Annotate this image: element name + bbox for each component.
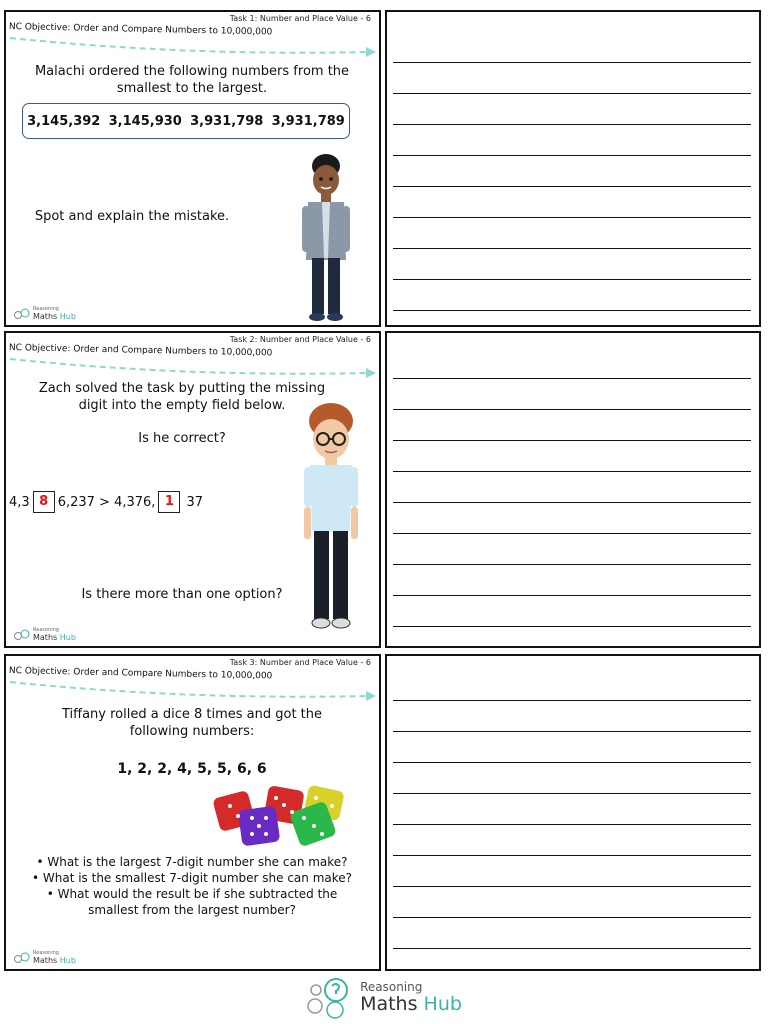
answer-line[interactable] bbox=[393, 917, 751, 918]
logo-icon bbox=[14, 952, 30, 964]
answer-line[interactable] bbox=[393, 279, 751, 280]
answer-line[interactable] bbox=[393, 700, 751, 701]
answer-line[interactable] bbox=[393, 855, 751, 856]
answer-line[interactable] bbox=[393, 595, 751, 596]
question-item: • What is the smallest 7-digit number she can make? bbox=[6, 870, 378, 886]
answer-panel-3 bbox=[385, 654, 761, 971]
answer-lines bbox=[393, 333, 751, 646]
number-item: 3,145,930 bbox=[108, 113, 182, 129]
task-3-panel bbox=[4, 654, 381, 971]
logo-reasoning-text: Reasoning bbox=[33, 306, 59, 312]
answer-line[interactable] bbox=[393, 440, 751, 441]
answer-line[interactable] bbox=[393, 186, 751, 187]
answer-lines bbox=[393, 656, 751, 969]
answer-line[interactable] bbox=[393, 471, 751, 472]
question-list bbox=[6, 854, 378, 918]
dice-image bbox=[210, 784, 356, 846]
logo-icon bbox=[14, 308, 30, 320]
task-intro bbox=[6, 63, 378, 97]
logo-reasoning-text: Reasoning bbox=[33, 627, 59, 633]
answer-line[interactable] bbox=[393, 762, 751, 763]
answer-line[interactable] bbox=[393, 564, 751, 565]
answer-line[interactable] bbox=[393, 731, 751, 732]
number-item: 3,145,392 bbox=[27, 113, 101, 129]
reasoning-maths-hub-logo bbox=[14, 306, 76, 321]
dashed-arrow-icon bbox=[6, 678, 378, 708]
logo-hub-text: Hub bbox=[423, 993, 462, 1015]
logo-reasoning-text: Reasoning bbox=[33, 950, 59, 956]
answer-line[interactable] bbox=[393, 124, 751, 125]
question-item-continued: smallest from the largest number? bbox=[88, 903, 296, 917]
question-item: • What is the largest 7-digit number she can make? bbox=[6, 854, 378, 870]
answer-line[interactable] bbox=[393, 93, 751, 94]
answer-line[interactable] bbox=[393, 248, 751, 249]
answer-panel-2 bbox=[385, 331, 761, 648]
logo-hub-text: Hub bbox=[59, 956, 76, 965]
logo-maths-text: Maths bbox=[33, 312, 58, 321]
missing-digit-box: 1 bbox=[158, 491, 180, 513]
numbers-box bbox=[22, 103, 350, 139]
task-intro bbox=[6, 706, 378, 740]
intro-line: smallest to the largest. bbox=[116, 81, 268, 96]
objective-title: NC Objective: Order and Compare Numbers to 10,000,000 bbox=[8, 666, 273, 682]
objective-title: NC Objective: Order and Compare Numbers to 10,000,000 bbox=[8, 22, 273, 38]
equation-part: 4,3 bbox=[9, 494, 30, 510]
footer-logo bbox=[0, 976, 768, 1020]
followup-question: Is there more than one option? bbox=[81, 587, 283, 602]
task-question: Is he correct? bbox=[138, 431, 226, 446]
logo-hub-text: Hub bbox=[59, 312, 76, 321]
boy-with-glasses-image bbox=[296, 399, 366, 635]
question-item: • What would the result be if she subtracted the bbox=[6, 886, 378, 902]
logo-maths-text: Maths bbox=[360, 993, 418, 1015]
logo-reasoning-text: Reasoning bbox=[360, 980, 423, 994]
answer-line[interactable] bbox=[393, 626, 751, 627]
missing-digit-box: 8 bbox=[33, 491, 55, 513]
logo-maths-text: Maths bbox=[33, 956, 58, 965]
task-label: Task 1: Number and Place Value - 6 bbox=[229, 14, 371, 23]
answer-line[interactable] bbox=[393, 793, 751, 794]
reasoning-maths-hub-logo bbox=[14, 627, 76, 642]
answer-panel-1 bbox=[385, 10, 761, 327]
intro-line: following numbers: bbox=[129, 724, 255, 739]
task-label: Task 3: Number and Place Value - 6 bbox=[229, 658, 371, 667]
number-item: 3,931,798 bbox=[190, 113, 264, 129]
answer-line[interactable] bbox=[393, 948, 751, 949]
answer-line[interactable] bbox=[393, 155, 751, 156]
number-item: 3,931,789 bbox=[271, 113, 345, 129]
logo-hub-text: Hub bbox=[59, 633, 76, 642]
logo-icon bbox=[306, 976, 354, 1020]
objective-title: NC Objective: Order and Compare Numbers to 10,000,000 bbox=[8, 343, 273, 359]
answer-line[interactable] bbox=[393, 378, 751, 379]
reasoning-maths-hub-logo bbox=[14, 950, 76, 965]
intro-line: digit into the empty field below. bbox=[78, 398, 286, 413]
answer-line[interactable] bbox=[393, 886, 751, 887]
task-question: Spot and explain the mistake. bbox=[34, 209, 230, 224]
dice-numbers: 1, 2, 2, 4, 5, 5, 6, 6 bbox=[117, 761, 267, 777]
task-1-panel bbox=[4, 10, 381, 327]
task-label: Task 2: Number and Place Value - 6 bbox=[229, 335, 371, 344]
equation-part: 37 bbox=[186, 494, 203, 510]
logo-maths-text: Maths bbox=[33, 633, 58, 642]
intro-line: Zach solved the task by putting the missing bbox=[38, 381, 326, 396]
boy-character-image bbox=[298, 150, 354, 322]
answer-line[interactable] bbox=[393, 824, 751, 825]
answer-line[interactable] bbox=[393, 310, 751, 311]
intro-line: Malachi ordered the following numbers from the bbox=[34, 64, 350, 79]
answer-line[interactable] bbox=[393, 62, 751, 63]
equation bbox=[4, 491, 292, 513]
answer-line[interactable] bbox=[393, 409, 751, 410]
answer-lines bbox=[393, 12, 751, 325]
answer-line[interactable] bbox=[393, 533, 751, 534]
answer-line[interactable] bbox=[393, 502, 751, 503]
intro-line: Tiffany rolled a dice 8 times and got the bbox=[61, 707, 323, 722]
task-2-panel bbox=[4, 331, 381, 648]
answer-line[interactable] bbox=[393, 217, 751, 218]
equation-part: 6,237 > 4,376, bbox=[57, 494, 156, 510]
logo-icon bbox=[14, 629, 30, 641]
dashed-arrow-icon bbox=[6, 34, 378, 64]
